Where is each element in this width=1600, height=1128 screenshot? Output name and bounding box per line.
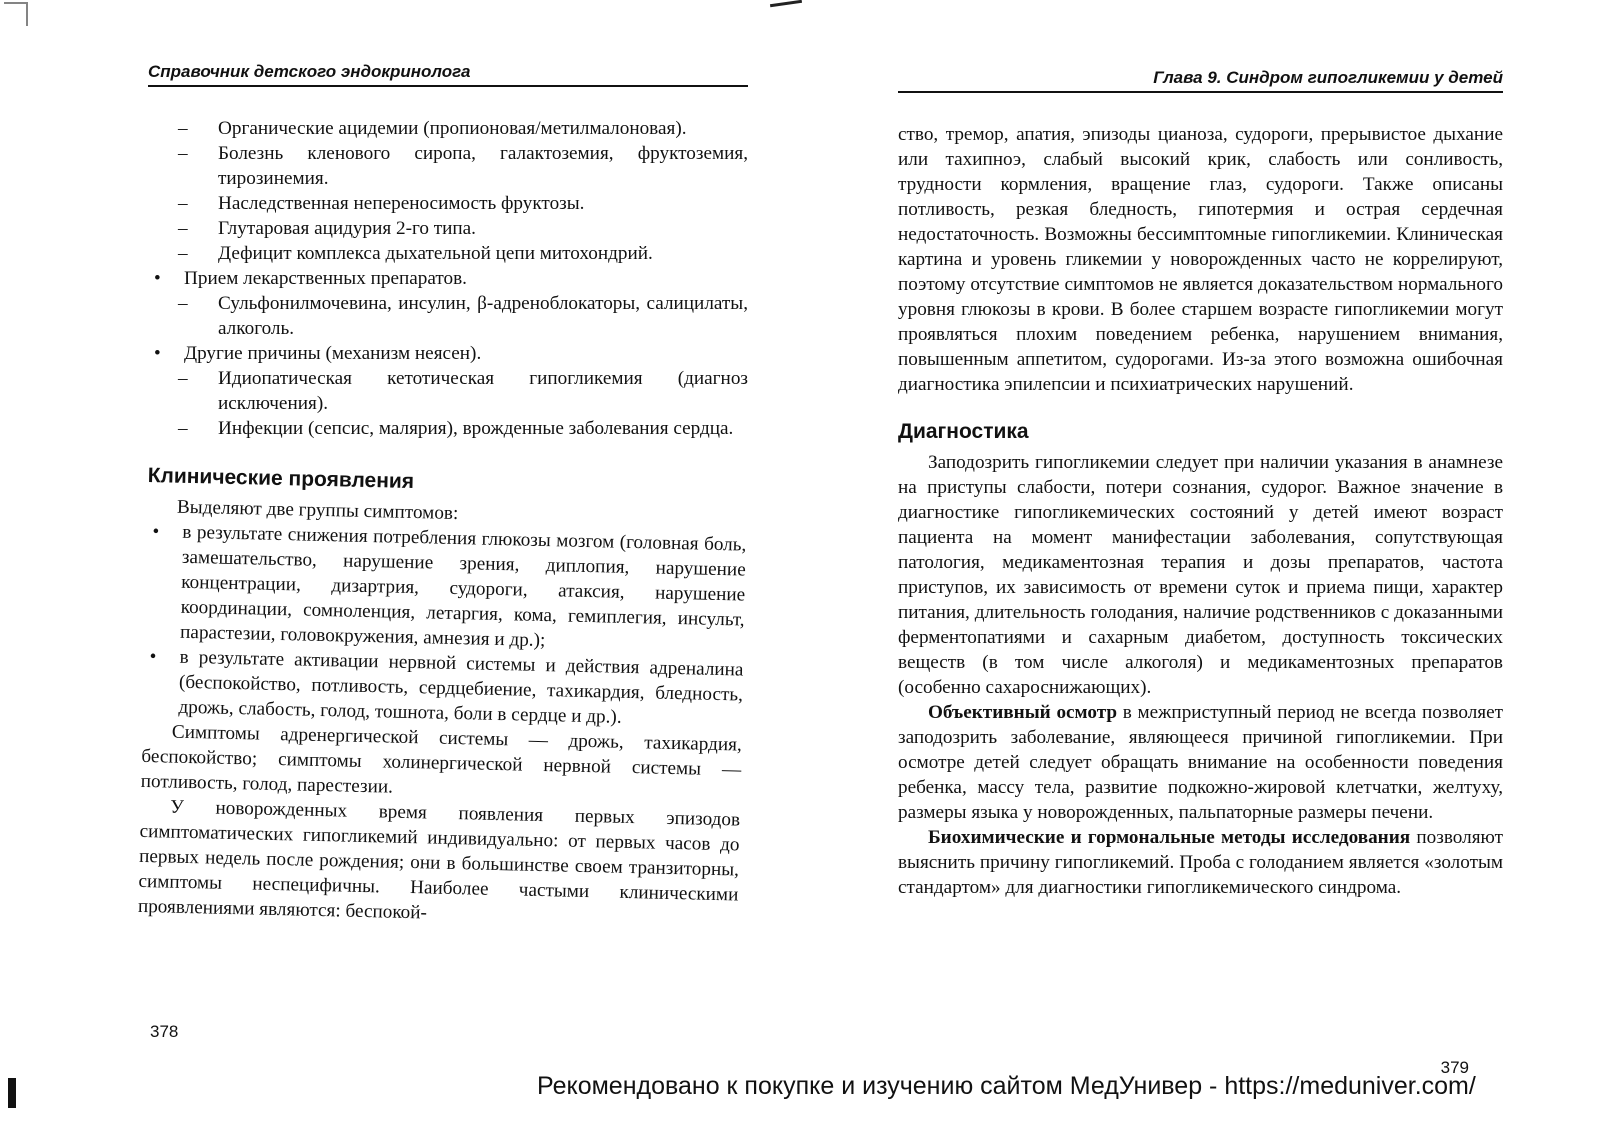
scan-corner-mark — [4, 2, 28, 26]
list-item — [148, 266, 748, 341]
list-item: – Болезнь кленового сиропа, галактоземия, фруктоземия, тирозинемия. — [178, 141, 748, 191]
bold-term: Биохимические и гормональные методы исследования — [928, 827, 1411, 848]
sub-dash-list — [178, 291, 748, 341]
page-number: 378 — [150, 1022, 179, 1041]
paragraph-text: в межприступный период не всегда позволяет заподозрить заболевание, являющееся причиной гипогликемии. При осмотре детей следует обращать внимание на особенности поведения ребенка, массу тела, развитие подкожно-жировой клетчатки, желтуху, размеры языка у новорожденных, пальпаторные размеры печени. — [898, 702, 1503, 823]
left-page — [137, 0, 748, 1128]
clinical-section — [138, 463, 748, 932]
list-item — [148, 341, 748, 441]
list-item: • в результате снижения потребления глюкозы мозгом (головная боль, замешательство, нарушение зрения, диплопия, нарушение концентрации, дизартрия, судороги, атаксия, нарушение координации, сомноленция, летаргия, кома, гемиплегия, инсульт, парастезии, головокружения, амнезия и др.); — [144, 519, 747, 658]
paragraph: Заподозрить гипогликемии следует при наличии указания в анамнезе на приступы слабости, потери сознания, судорог. Важное значение в диагностике гипогликемических состояний у детей имеют возраст пациента на момент манифестации заболевания, сопутствующая патология, медикаментозная терапия и дозы препаратов, частота приступов, их зависимость от времени суток и приема пищи, характер питания, длительность голодания, наличие родственников с доказанными ферментопатиями и сахарным диабетом, доступность токсических веществ (в том числе алкоголя) и медикаментозных препаратов (особенно сахароснижающих). — [898, 452, 1503, 698]
right-running-head: Глава 9. Синдром гипогликемии у детей — [898, 68, 1503, 93]
paragraph — [898, 825, 1503, 900]
bold-term: Объективный осмотр — [928, 702, 1118, 723]
intro-paragraph: Выделяют две группы симптомов: — [176, 496, 459, 525]
scan-edge-mark — [8, 1078, 16, 1108]
paragraph — [898, 700, 1503, 825]
list-item: – Органические ацидемии (пропионовая/метилмалоновая). — [178, 116, 748, 141]
paragraph: Симптомы адренергической системы — дрожь, тахикардия, беспокойство; симптомы холинергической нервной системы — потливость, голод, парестезии. — [140, 721, 742, 798]
right-page-body — [898, 122, 1503, 900]
watermark-text: Рекомендовано к покупке и изучению сайтом МедУнивер - https://meduniver.com/ — [537, 1072, 1476, 1100]
section-heading: Клинические проявления — [147, 463, 415, 494]
list-item: – Глутаровая ацидурия 2-го типа. — [178, 216, 748, 241]
cause-bullet-list — [148, 266, 748, 441]
list-item: – Идиопатическая кетотическая гипогликемия (диагноз исключения). — [178, 366, 748, 416]
scan-artifact — [770, 0, 802, 7]
sub-dash-list — [178, 366, 748, 441]
left-page-body — [137, 116, 748, 924]
right-page — [898, 0, 1503, 1128]
paragraph-text: позволяют выяснить причину гипогликемий. Проба с голоданием является «золотым стандартом» для диагностики гипогликемического синдрома. — [898, 827, 1503, 898]
cause-dash-list — [148, 116, 748, 266]
list-item: – Наследственная непереносимость фруктозы. — [178, 191, 748, 216]
list-item: – Дефицит комплекса дыхательной цепи митохондрий. — [178, 241, 748, 266]
left-running-head: Справочник детского эндокринолога — [148, 62, 748, 87]
bullet-title: Другие причины (механизм неясен). — [184, 343, 482, 364]
section-heading: Диагностика — [898, 420, 1029, 443]
list-item: – Сульфонилмочевина, инсулин, β-адреноблокаторы, салицилаты, алкоголь. — [178, 291, 748, 341]
continuation-paragraph: ство, тремор, апатия, эпизоды цианоза, судороги, прерывистое дыхание или тахипноэ, слабый высокий крик, слабость или сонливость, трудности кормления, вращение глаз, судороги. Также описаны потливость, резкая бледность, гипотермия и острая сердечная недостаточность. Возможны бессимптомные гипогликемии. Клиническая картина и уровень гликемии у новорожденных часто не коррелируют, поэтому отсутствие симптомов не является доказательством нормального уровня глюкозы в крови. В более старшем возрасте гипогликемии могут проявляться плохим поведением ребенка, нарушением внимания, повышенным аппетитом, судорогами. Из-за этого возможна ошибочная диагностика эпилепсии и психиатрических нарушений. — [898, 124, 1503, 395]
bullet-title: Прием лекарственных препаратов. — [184, 268, 467, 289]
list-item: – Инфекции (сепсис, малярия), врожденные заболевания сердца. — [178, 416, 748, 441]
paragraph: У новорожденных время появления первых эпизодов симптоматических гипогликемий индивидуально: от первых часов до первых недель после рождения; они в большинстве своем транзиторны, симптомы неспецифичны. Наиболее частыми клиническими проявлениями являются: беспокой- — [137, 796, 741, 924]
list-item: • в результате активации нервной системы и действия адреналина (беспокойство, потливость, сердцебиение, тахикардия, бледность, дрожь, слабость, голод, тошнота, боли в сердце и др.). — [142, 644, 744, 733]
symptom-list — [142, 519, 746, 733]
page-number: 379 — [1440, 1058, 1469, 1077]
